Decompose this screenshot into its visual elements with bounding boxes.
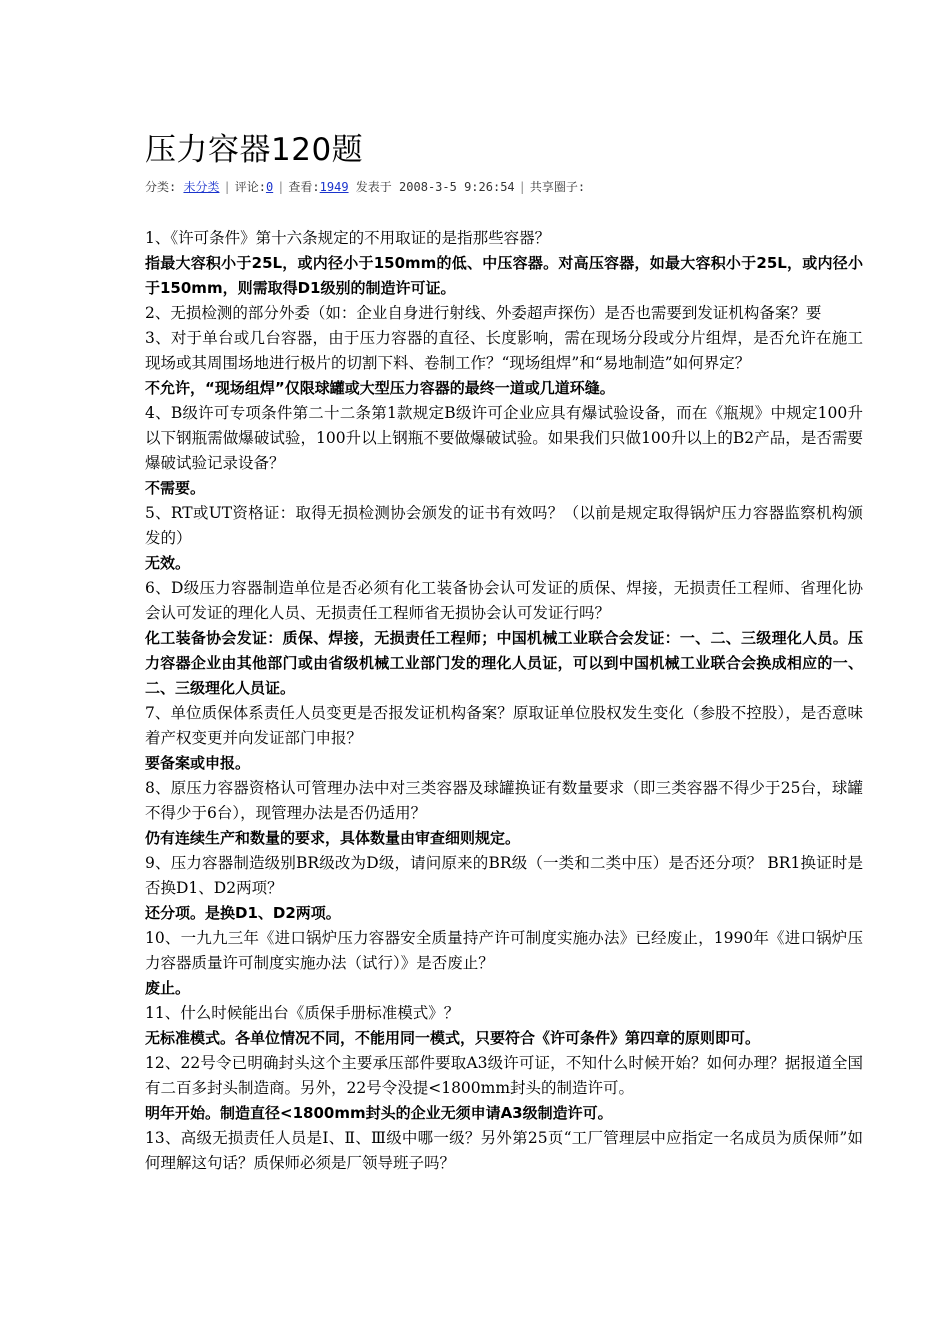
question-9: 9、压力容器制造级别BR级改为D级，请问原来的BR级（一类和二类中压）是否还分项？ BR1换证时是否换D1、D2两项？ [145,854,863,897]
posted-date: 2008-3-5 9:26:54 [399,180,515,194]
answer-10: 废止。 [145,979,191,997]
question-3: 3、对于单台或几台容器，由于压力容器的直径、长度影响，需在现场分段或分片组焊，是否允许在施工现场或其周围场地进行极片的切割下料、卷制工作？“现场组焊”和“易地制造”如何界定？ [145,329,863,372]
answer-12: 明年开始。制造直径<1800mm封头的企业无须申请A3级制造许可。 [145,1104,613,1122]
article [145,128,863,1176]
answer-1: 指最大容积小于25L，或内径小于150mm的低、中压容器。对高压容器，如最大容积小于25L，或内径小于150mm，则需取得D1级别的制造许可证。 [145,254,863,297]
answer-6: 化工装备协会发证：质保、焊接，无损责任工程师；中国机械工业联合会发证：一、二、三级理化人员。压力容器企业由其他部门或由省级机械工业部门发的理化人员证，可以到中国机械工业联合会换成相应的一、二、三级理化人员证。 [145,629,863,697]
question-2: 2、无损检测的部分外委（如：企业自身进行射线、外委超声探伤）是否也需要到发证机构备案？要 [145,304,822,322]
answer-9: 还分项。是换D1、D2两项。 [145,904,341,922]
category-label: 分类: [145,180,177,194]
answer-7: 要备案或申报。 [145,754,251,772]
question-1: 1、《许可条件》第十六条规定的不用取证的是指那些容器？ [145,229,551,247]
posted-label: 发表于 [355,180,392,194]
question-4: 4、B级许可专项条件第二十二条第1款规定B级许可企业应具有爆试验设备，而在《瓶规》中规定100升以下钢瓶需做爆破试验，100升以上钢瓶不要做爆破试验。如果我们只做100升以上的B2产品，是否需要爆破试验记录设备？ [145,404,863,472]
answer-3: 不允许，“现场组焊”仅限球罐或大型压力容器的最终一道或几道环缝。 [145,379,615,397]
question-7: 7、单位质保体系责任人员变更是否报发证机构备案？原取证单位股权发生变化（参股不控股），是否意味着产权变更并向发证部门申报？ [145,704,863,747]
answer-5: 无效。 [145,554,191,572]
comment-label: 评论: [234,180,266,194]
question-10: 10、一九九三年《进口锅炉压力容器安全质量持产许可制度实施办法》已经废止，1990年《进口锅炉压力容器质量许可制度实施办法（试行）》是否废止？ [145,929,863,972]
view-label: 查看: [288,180,320,194]
comment-count-link[interactable]: 0 [265,180,274,194]
meta-divider: | [223,180,231,194]
article-body [145,226,863,1176]
meta-divider: | [518,180,526,194]
question-12: 12、22号令已明确封头这个主要承压部件要取A3级许可证，不知什么时候开始？如何办理？据报道全国有二百多封头制造商。另外，22号令没提<1800mm封头的制造许可。 [145,1054,863,1097]
question-13: 13、高级无损责任人员是Ⅰ、Ⅱ、Ⅲ级中哪一级？另外第25页“工厂管理层中应指定一名成员为质保师”如何理解这句话？质保师必须是厂领导班子吗？ [145,1129,863,1172]
meta-divider: | [277,180,285,194]
answer-4: 不需要。 [145,479,206,497]
share-label: 共享圈子: [529,180,586,194]
article-meta [145,178,863,196]
question-11: 11、什么时候能出台《质保手册标准模式》？ [145,1004,460,1022]
category-link[interactable]: 未分类 [183,180,220,194]
page-title: 压力容器120题 [145,132,364,168]
question-6: 6、D级压力容器制造单位是否必须有化工装备协会认可发证的质保、焊接，无损责任工程师、省理化协会认可发证的理化人员、无损责任工程师省无损协会认可发证行吗？ [145,579,863,622]
answer-8: 仍有连续生产和数量的要求，具体数量由审查细则规定。 [145,829,521,847]
question-5: 5、RT或UT资格证：取得无损检测协会颁发的证书有效吗？（以前是规定取得锅炉压力容器监察机构颁发的） [145,504,863,547]
view-count-link[interactable]: 1949 [319,180,349,194]
answer-11: 无标准模式。各单位情况不同，不能用同一模式，只要符合《许可条件》第四章的原则即可。 [145,1029,761,1047]
question-8: 8、原压力容器资格认可管理办法中对三类容器及球罐换证有数量要求（即三类容器不得少于25台，球罐不得少于6台），现管理办法是否仍适用？ [145,779,863,822]
